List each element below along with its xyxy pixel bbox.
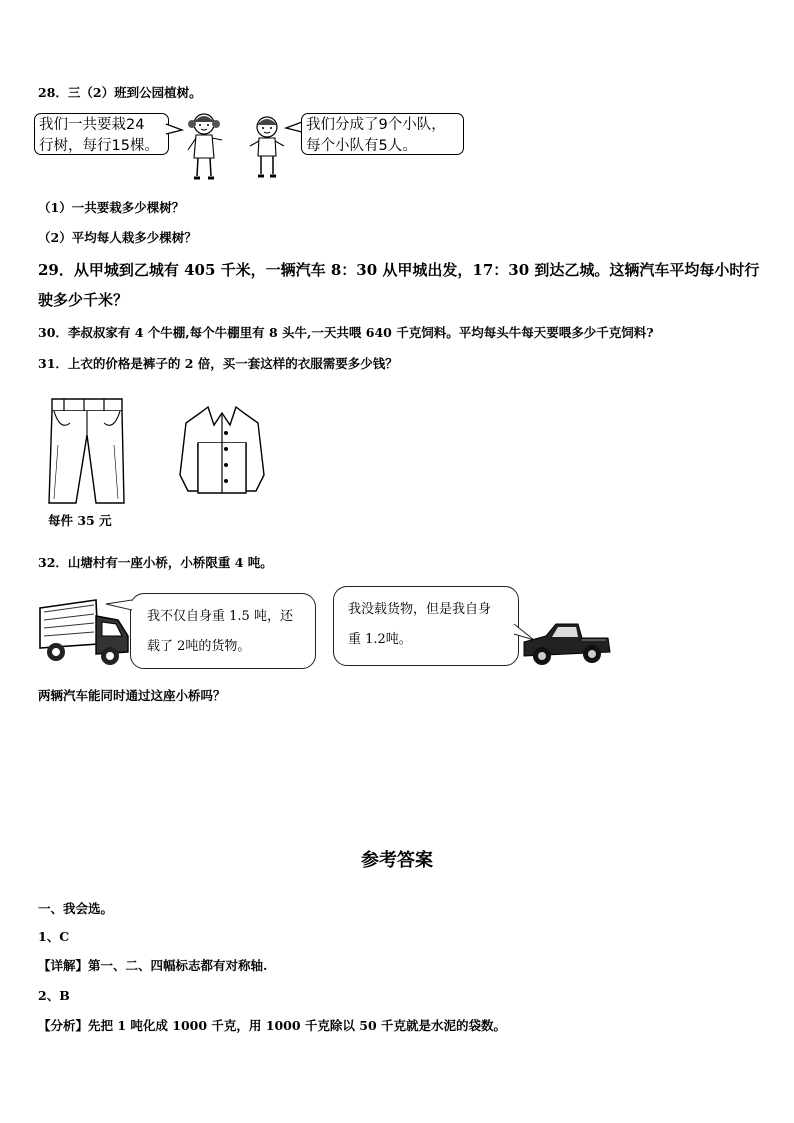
girl-speech-bubble [34, 113, 169, 155]
q31-text: 31．上衣的价格是裤子的 2 倍，买一套这样的衣服需要多少钱？ [38, 356, 398, 371]
boy-speech-line1: 我们分成了9个小队， [306, 117, 446, 133]
girl-speech-line2: 行树，每行15棵。 [39, 138, 159, 154]
girl-illustration [184, 110, 224, 185]
girl-speech-line1: 我们一共要栽24 [39, 117, 145, 133]
truck-speech-line1: 我不仅自身重 1.5 吨，还 [147, 609, 293, 624]
q28-sub2: （2）平均每人栽多少棵树？ [38, 230, 197, 245]
q29-line1: 29．从甲城到乙城有 405 千米，一辆汽车 8：30 从甲城出发，17：30 到达乙城。这辆汽车平均每小时行 [38, 261, 760, 279]
answer-1: 1、C [38, 929, 70, 944]
answer-2-detail: 【分析】先把 1 吨化成 1000 千克，用 1000 千克除以 50 千克就是水泥的袋数。 [38, 1018, 506, 1033]
q28-title: 28．三（2）班到公园植树。 [38, 85, 202, 100]
car-speech-bubble [333, 586, 519, 666]
boy-speech-bubble [301, 113, 464, 155]
answer-2: 2、B [38, 988, 70, 1003]
answers-heading: 参考答案 [361, 850, 433, 871]
q30-text: 30．李叔叔家有 4 个牛棚,每个牛棚里有 8 头牛,一天共喂 640 千克饲料。平均每头牛每天要喂多少千克饲料? [38, 325, 654, 340]
q32-question: 两辆汽车能同时通过这座小桥吗？ [38, 688, 226, 703]
shirt-illustration [176, 403, 268, 495]
pickup-car-illustration [520, 618, 612, 668]
q32-title: 32．山塘村有一座小桥，小桥限重 4 吨。 [38, 555, 273, 570]
answer-1-detail: 【详解】第一、二、四幅标志都有对称轴. [38, 958, 268, 973]
answers-section1: 一、我会选。 [38, 901, 114, 916]
pants-illustration [44, 395, 129, 507]
pants-price-caption: 每件 35 元 [48, 513, 112, 528]
car-speech-line1: 我没载货物，但是我自身 [348, 602, 492, 617]
car-speech-line2: 重 1.2吨。 [348, 632, 412, 647]
truck-bubble-tail [106, 596, 134, 612]
truck-speech-bubble [130, 593, 316, 669]
q28-sub1: （1）一共要栽多少棵树？ [38, 200, 185, 215]
boy-illustration [248, 114, 286, 184]
q29-line2: 驶多少千米？ [38, 291, 129, 309]
girl-bubble-tail [166, 122, 186, 138]
boy-speech-line2: 每个小队有5人。 [306, 138, 417, 154]
truck-speech-line2: 载了 2吨的货物。 [147, 639, 251, 654]
